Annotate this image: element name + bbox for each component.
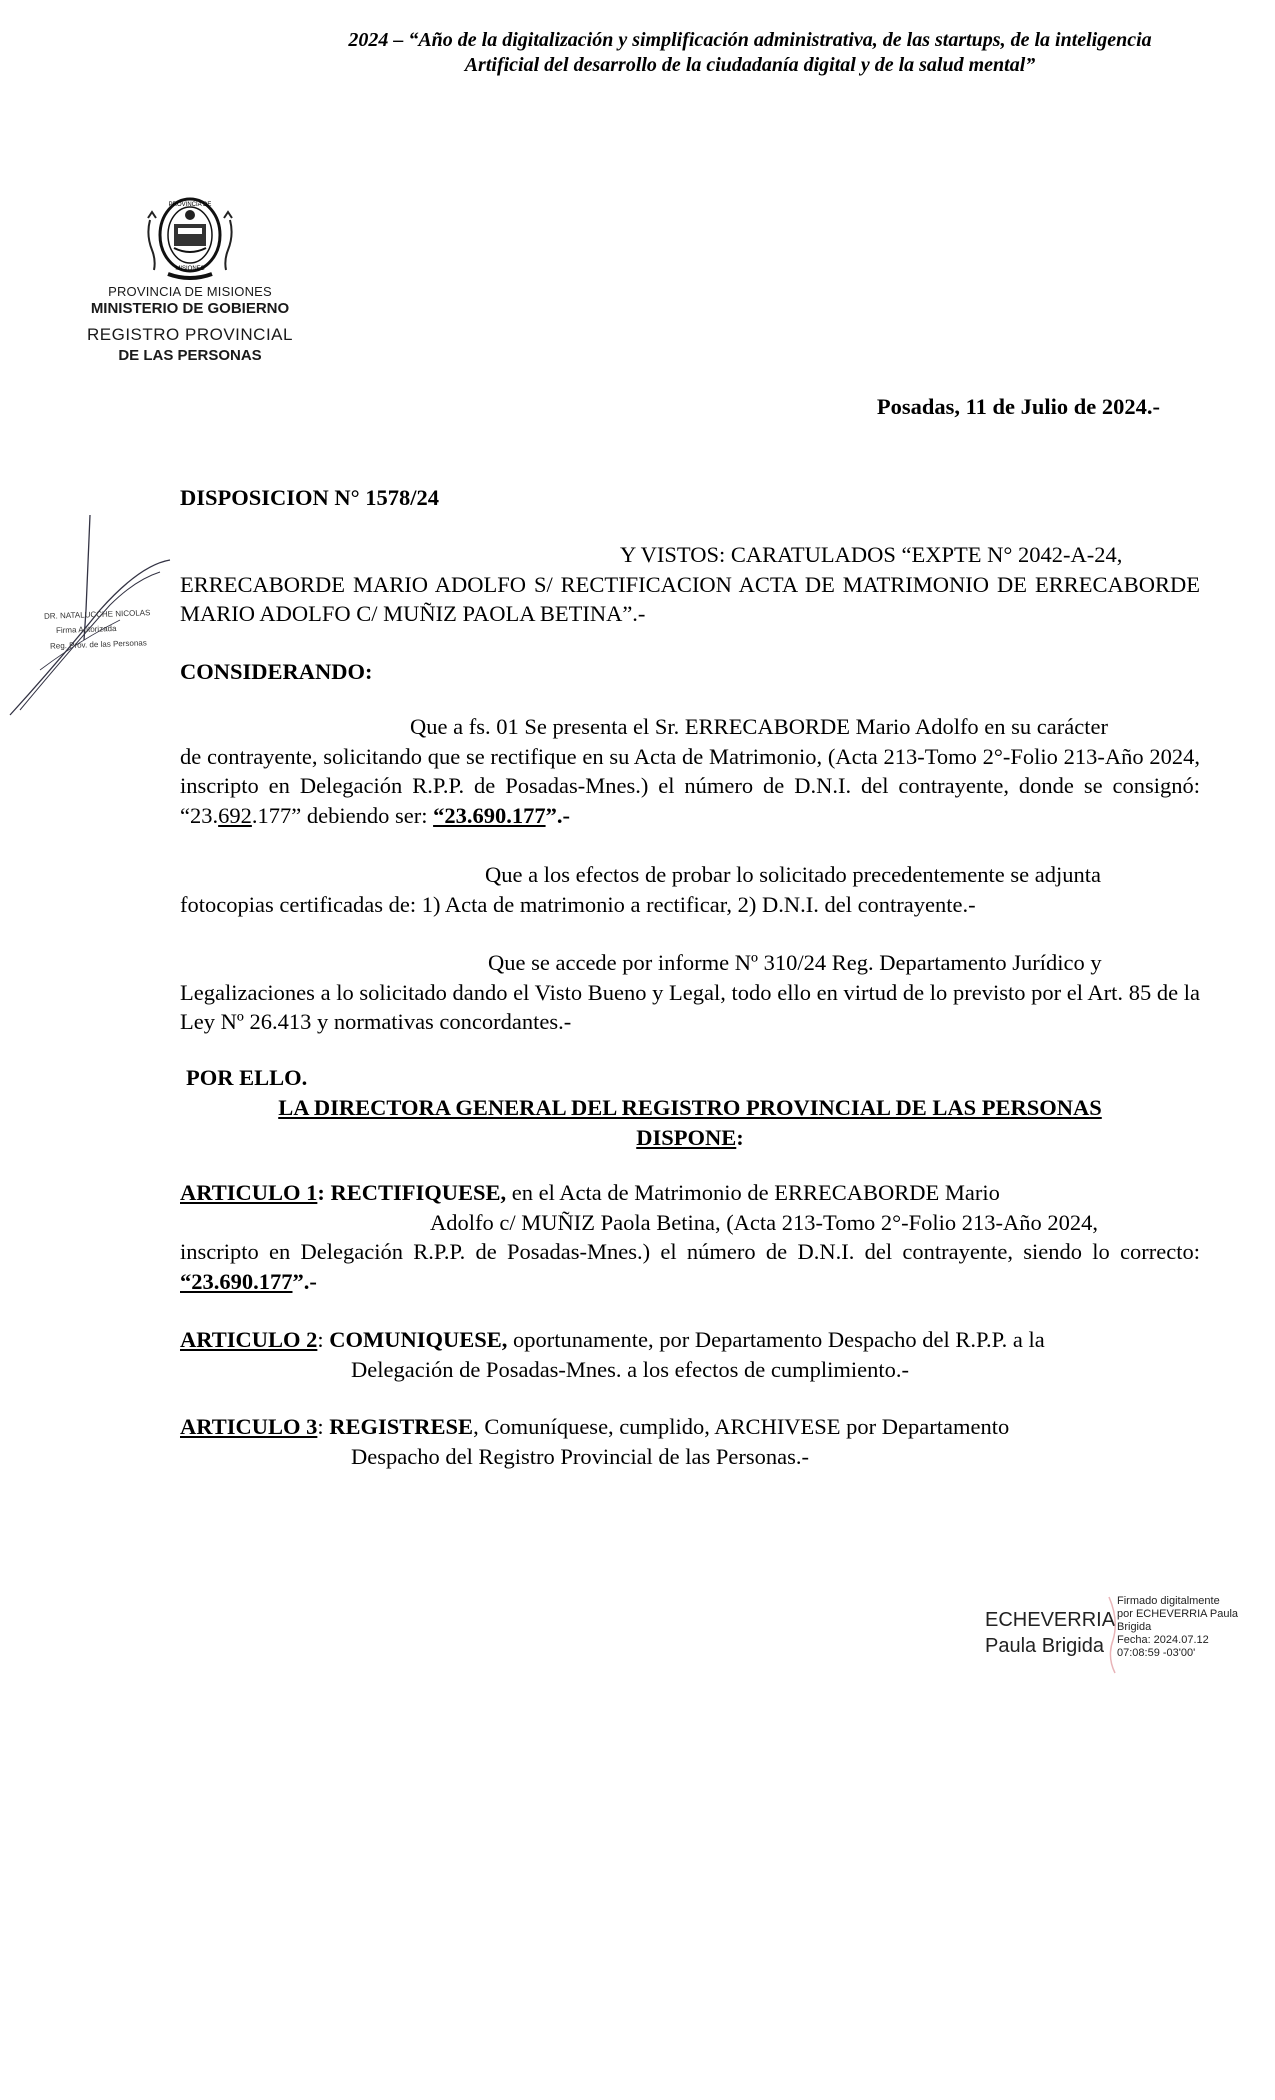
signature-meta-line: Firmado digitalmente — [1117, 1595, 1220, 1607]
document-date: Posadas, 11 de Julio de 2024.- — [876, 394, 1160, 419]
dispone-label: DISPONE — [636, 1124, 737, 1150]
article-3-label: ARTICULO 3 — [180, 1414, 318, 1439]
p1-first-line: Que a fs. 01 Se presenta el Sr. ERRECABORDE Mario Adolfo en su carácter — [410, 714, 1108, 739]
institution-ministry: MINISTERIO DE GOBIERNO — [90, 300, 290, 317]
article-2: ARTICULO 2: COMUNIQUESE, oportunamente, por Departamento Despacho del R.P.P. a la Delegación de Posadas-Mnes. a los efectos de cumplimiento.- — [180, 1325, 1200, 1384]
article-2-text-b: Delegación de Posadas-Mnes. a los efectos de cumplimiento.- — [351, 1356, 909, 1382]
vistos-paragraph — [180, 540, 1200, 629]
institution-registry-sub: DE LAS PERSONAS — [118, 347, 262, 364]
p1-text-a: de contrayente, solicitando que se rectifique en su Acta de Matrimonio, (Acta 213-Tomo 2°-Folio 213-Año 2024, inscripto en Delegación R.P.P. de Posadas-Mnes.) el número de D.N.I. del contrayente, donde se consignó: “23. — [180, 743, 1200, 828]
motto-line-2: Artificial del desarrollo de la ciudadanía digital y de la salud mental” — [464, 54, 1036, 76]
p3-rest: Legalizaciones a lo solicitado dando el Visto Bueno y Legal, todo ello en virtud de lo previsto por el Art. 85 de la Ley Nº 26.413 y normativas concordantes.- — [180, 979, 1200, 1034]
digital-signature-meta — [1117, 1595, 1247, 1660]
considerando-paragraph-3 — [180, 948, 1200, 1037]
signature-meta-line: por ECHEVERRIA Paula — [1117, 1608, 1239, 1620]
considerando-paragraph-1 — [180, 712, 1200, 830]
article-1-text-c: inscripto en Delegación R.P.P. de Posadas-Mnes.) el número de D.N.I. del contrayente, siendo lo correcto: — [180, 1239, 1200, 1264]
article-3-keyword: REGISTRESE — [329, 1414, 474, 1439]
handwritten-signature-icon — [0, 510, 180, 730]
p1-wrong-number: 692 — [218, 802, 252, 828]
article-1-keyword: RECTIFIQUESE, — [330, 1180, 507, 1205]
margin-signature-office: Reg. Prov. de las Personas — [49, 638, 147, 651]
considerando-heading: CONSIDERANDO: — [180, 659, 373, 684]
vistos-rest: ERRECABORDE MARIO ADOLFO S/ RECTIFICACION ACTA DE MATRIMONIO DE ERRECABORDE MARIO ADOLFO C/ MUÑIZ PAOLA BETINA”.- — [180, 571, 1200, 626]
dispone-colon: : — [736, 1124, 744, 1150]
signature-meta-line: Brigida — [1117, 1621, 1152, 1633]
crest-bottom-text: MISIONES — [175, 266, 205, 272]
directora-heading — [180, 1093, 1200, 1152]
institution-block — [70, 284, 310, 366]
header-motto — [300, 28, 1200, 78]
signature-meta-line: 07:08:59 -03'00' — [1117, 1647, 1196, 1659]
institution-province: PROVINCIA DE MISIONES — [108, 284, 272, 299]
p1-text-b: .177” debiendo ser: — [251, 802, 434, 828]
p1-end: ”.- — [545, 802, 570, 828]
signature-meta-line: Fecha: 2024.07.12 — [1117, 1634, 1209, 1646]
article-3-text-a: , Comuníquese, cumplido, ARCHIVESE por Departamento — [473, 1414, 1010, 1439]
article-1-label: ARTICULO 1 — [180, 1180, 318, 1205]
p1-correct-number: “23.690.177 — [433, 802, 546, 828]
article-1: ARTICULO 1: RECTIFIQUESE, en el Acta de Matrimonio de ERRECABORDE Mario Adolfo c/ MUÑIZ Paola Betina, (Acta 213-Tomo 2°-Folio 213-Año 2024, inscripto en Delegación R.P.P. de Posadas-Mnes.) el número de D.N.I. del contrayente, siendo lo correcto: “23.690.177”.- — [180, 1180, 1200, 1294]
article-2-label: ARTICULO 2 — [180, 1327, 318, 1352]
disposition-title: DISPOSICION N° 1578/24 — [180, 485, 440, 510]
p2-first-line: Que a los efectos de probar lo solicitado precedentemente se adjunta — [485, 862, 1102, 887]
directora-line-1: LA DIRECTORA GENERAL DEL REGISTRO PROVINCIAL DE LAS PERSONAS — [278, 1095, 1102, 1120]
p2-rest: fotocopias certificadas de: 1) Acta de matrimonio a rectificar, 2) D.N.I. del contrayente.- — [180, 891, 976, 917]
article-1-end: ”.- — [292, 1268, 317, 1294]
por-ello: POR ELLO. — [186, 1065, 308, 1090]
p3-first-line: Que se accede por informe Nº 310/24 Reg. Departamento Jurídico y — [488, 950, 1102, 975]
article-3: ARTICULO 3: REGISTRESE, Comuníquese, cumplido, ARCHIVESE por Departamento Despacho del Registro Provincial de las Personas.- — [180, 1412, 1200, 1471]
digital-signature-name — [985, 1607, 1115, 1659]
institution-registry: REGISTRO PROVINCIAL — [87, 325, 293, 344]
article-1-correct-number: “23.690.177 — [180, 1268, 293, 1294]
article-2-keyword: COMUNIQUESE, — [329, 1327, 508, 1352]
provincial-crest-icon — [140, 190, 240, 280]
considerando-paragraph-2 — [180, 860, 1200, 919]
digital-signature-name-line-1: ECHEVERRIA — [985, 1609, 1116, 1631]
digital-signature — [985, 1595, 1245, 1675]
margin-signature — [0, 510, 180, 730]
article-1-text-a: en el Acta de Matrimonio de ERRECABORDE Mario — [506, 1180, 1000, 1205]
digital-signature-name-line-2: Paula Brigida — [985, 1635, 1104, 1657]
crest-top-text: PROVINCIA DE — [168, 202, 212, 208]
margin-signature-name: DR. NATALUCCHE NICOLAS — [43, 608, 151, 621]
article-2-text-a: oportunamente, por Departamento Despacho del R.P.P. a la — [507, 1327, 1045, 1352]
margin-signature-role: Firma Autorizada — [55, 623, 117, 636]
article-3-text-b: Despacho del Registro Provincial de las Personas.- — [351, 1443, 810, 1469]
vistos-first-line: Y VISTOS: CARATULADOS “EXPTE N° 2042-A-24, — [620, 542, 1123, 567]
article-1-text-b: Adolfo c/ MUÑIZ Paola Betina, (Acta 213-Tomo 2°-Folio 213-Año 2024, — [430, 1209, 1098, 1235]
motto-line-1: 2024 – “Año de la digitalización y simplificación administrativa, de las startups, de la inteligencia — [348, 29, 1152, 51]
